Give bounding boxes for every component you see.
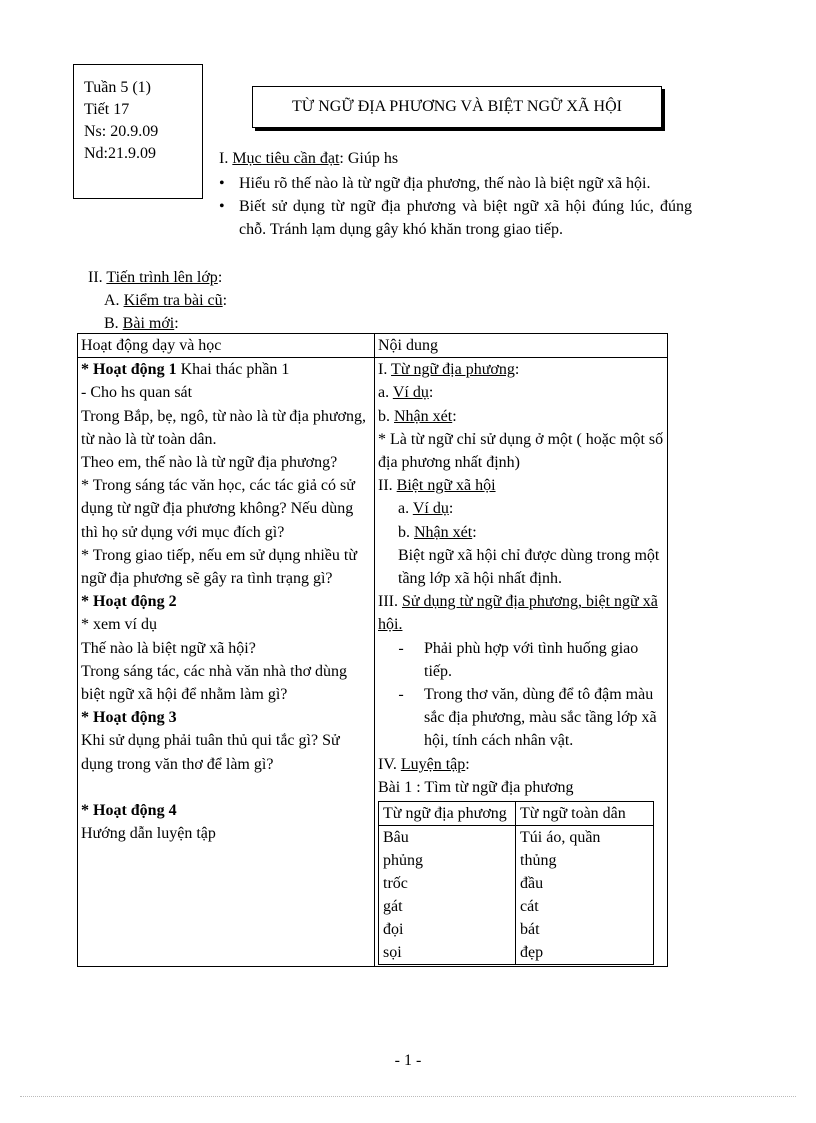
objectives-number: I. <box>219 150 233 167</box>
exercise-header-common: Từ ngữ toàn dân <box>516 802 654 826</box>
dash-bullet: - <box>398 686 404 704</box>
activity-2-title: * Hoạt động 2 <box>81 593 177 611</box>
section-1-number: I. <box>378 361 392 379</box>
activity-line: Trong sáng tác, các nhà văn nhà thơ dùng biệt ngữ xã hội để nhằm làm gì? <box>81 662 348 704</box>
section-3-title: Sử dụng từ ngữ địa phương, biệt ngữ xã hội. <box>378 593 658 634</box>
activity-line: Hướng dẫn luyện tập <box>81 825 216 843</box>
period-label: Tiết 17 <box>84 101 130 118</box>
col-header-activities: Hoạt động dạy và học <box>78 334 375 358</box>
nd-date: Nd:21.9.09 <box>84 145 156 162</box>
process-number: II. <box>88 269 107 286</box>
objective-item: • Hiểu rõ thế nào là từ ngữ địa phương, thế nào là biệt ngữ xã hội. <box>217 172 692 195</box>
section-3-number: III. <box>378 593 402 611</box>
s2-b-number: b. <box>398 523 414 541</box>
section-2-text: Biệt ngữ xã hội chỉ được dùng trong một tầng lớp xã hội nhất định. <box>398 546 660 588</box>
section-3-heading <box>378 590 664 636</box>
s2-b-label: Nhận xét <box>414 523 473 541</box>
local-word: phủng <box>383 852 423 870</box>
section-1-heading <box>378 358 664 381</box>
s1-a-colon: : <box>428 384 434 402</box>
spacer <box>81 776 371 799</box>
col-header-content: Nội dung <box>375 334 668 358</box>
s1-a-number: a. <box>378 384 393 402</box>
section-1-remark <box>378 405 664 428</box>
section-2-title: Biệt ngữ xã hội <box>396 477 496 495</box>
step-b-label: Bài mới <box>122 315 175 332</box>
process-colon: : <box>217 269 223 286</box>
section-3-item-text: Phải phù hợp với tình huống giao tiếp. <box>424 639 639 680</box>
page-bottom-divider <box>20 1096 796 1097</box>
activity-line: Trong Bắp, bẹ, ngô, từ nào là từ địa phương, từ nào là từ toàn dân. <box>81 407 366 448</box>
objectives-heading <box>219 148 398 170</box>
activity-4-title: * Hoạt động 4 <box>81 801 177 819</box>
step-b-number: B. <box>104 315 123 332</box>
ns-date: Ns: 20.9.09 <box>84 123 159 140</box>
exercise-common-words <box>516 826 654 965</box>
exercise-header-local: Từ ngữ địa phương <box>379 802 516 826</box>
process-step-a <box>104 289 227 313</box>
common-word: đẹp <box>520 944 544 962</box>
activity-line: * xem ví dụ <box>81 616 157 634</box>
table-header-row <box>78 334 668 358</box>
section-4-heading <box>378 753 664 776</box>
objectives-tail: : Giúp hs <box>339 150 399 167</box>
exercise-table <box>378 801 654 965</box>
s1-b-label: Nhận xét <box>394 407 453 425</box>
s2-a-label: Ví dụ <box>412 500 449 518</box>
activity-line: * Trong giao tiếp, nếu em sử dụng nhiều từ ngữ địa phương sẽ gây ra tình trạng gì? <box>81 546 357 588</box>
s1-b-colon: : <box>452 407 457 425</box>
s2-a-colon: : <box>448 500 454 518</box>
common-word: cát <box>520 898 539 916</box>
process-heading <box>88 266 222 290</box>
step-a-colon: : <box>222 292 228 309</box>
lesson-title-box <box>252 86 662 128</box>
activity-1-desc: Khai thác phần 1 <box>176 361 290 379</box>
step-a-label: Kiểm tra bài cũ <box>123 292 223 309</box>
section-1-example <box>378 381 664 404</box>
lesson-info-box <box>73 64 203 199</box>
activity-line: Khi sử dụng phải tuân thủ qui tắc gì? Sử dụng trong văn thơ để làm gì? <box>81 732 340 773</box>
lesson-table <box>77 333 668 967</box>
local-word: sọi <box>383 944 402 962</box>
activity-3-title: * Hoạt động 3 <box>81 709 177 727</box>
week-label: Tuần 5 (1) <box>84 79 151 96</box>
common-word: Túi áo, quần <box>520 829 601 847</box>
dash-bullet: - <box>398 639 404 657</box>
activity-line: Theo em, thế nào là từ ngữ địa phương? <box>81 454 338 472</box>
content-cell <box>375 358 668 967</box>
common-word: thủng <box>520 852 557 870</box>
section-4-number: IV. <box>378 755 401 773</box>
activity-line: Thế nào là biệt ngữ xã hội? <box>81 639 256 657</box>
activities-cell <box>78 358 375 967</box>
s1-a-label: Ví dụ <box>392 384 429 402</box>
activity-line: * Trong sáng tác văn học, các tác giả có sử dụng từ ngữ địa phương không? Nếu dùng thì họ sử dụng với mục đích gì? <box>81 477 355 541</box>
section-4-title: Luyện tập <box>400 755 466 773</box>
section-2-number: II. <box>378 477 397 495</box>
exercise-1-title: Bài 1 : Tìm từ ngữ địa phương <box>378 778 574 796</box>
activity-1 <box>81 358 371 381</box>
activity-line: - Cho hs quan sát <box>81 384 193 402</box>
local-word: đọi <box>383 921 404 939</box>
step-a-number: A. <box>104 292 124 309</box>
section-2-heading <box>378 474 664 497</box>
section-3-item <box>378 683 664 753</box>
exercise-header-row <box>379 802 654 826</box>
common-word: bát <box>520 921 540 939</box>
table-body-row <box>78 358 668 967</box>
common-word: đầu <box>520 875 544 893</box>
local-word: trốc <box>383 875 408 893</box>
step-b-colon: : <box>174 315 179 332</box>
section-2-example <box>378 497 664 520</box>
objective-item: • Biết sử dụng từ ngữ địa phương và biệt ngữ xã hội đúng lúc, đúng chỗ. Tránh lạm dụng gây khó khăn trong giao tiếp. <box>217 195 692 241</box>
section-3-item-text: Trong thơ văn, dùng để tô đậm màu sắc địa phương, màu sắc tầng lớp xã hội, tính cách nhân vật. <box>424 686 657 750</box>
page-number: - 1 - <box>394 1052 422 1069</box>
exercise-local-words <box>379 826 516 965</box>
objectives-list <box>217 172 692 241</box>
activity-1-title: * Hoạt động 1 <box>81 361 177 379</box>
section-4-colon: : <box>465 755 470 773</box>
process-title: Tiến trình lên lớp <box>106 269 218 286</box>
local-word: Bâu <box>383 829 409 847</box>
section-1-title: Từ ngữ địa phương <box>391 361 515 379</box>
objectives-title: Mục tiêu cần đạt <box>232 150 340 167</box>
s2-b-colon: : <box>472 523 477 541</box>
s2-a-number: a. <box>398 500 413 518</box>
s1-b-number: b. <box>378 407 394 425</box>
local-word: gát <box>383 898 403 916</box>
section-3-item <box>378 637 664 683</box>
exercise-body-row <box>379 826 654 965</box>
section-1-text: * Là từ ngữ chỉ sử dụng ở một ( hoặc một số địa phương nhất định) <box>378 430 664 472</box>
section-2-remark <box>378 521 664 544</box>
lesson-title: TỪ NGỮ ĐỊA PHƯƠNG VÀ BIỆT NGỮ XÃ HỘI <box>292 98 622 115</box>
section-1-colon: : <box>514 361 520 379</box>
